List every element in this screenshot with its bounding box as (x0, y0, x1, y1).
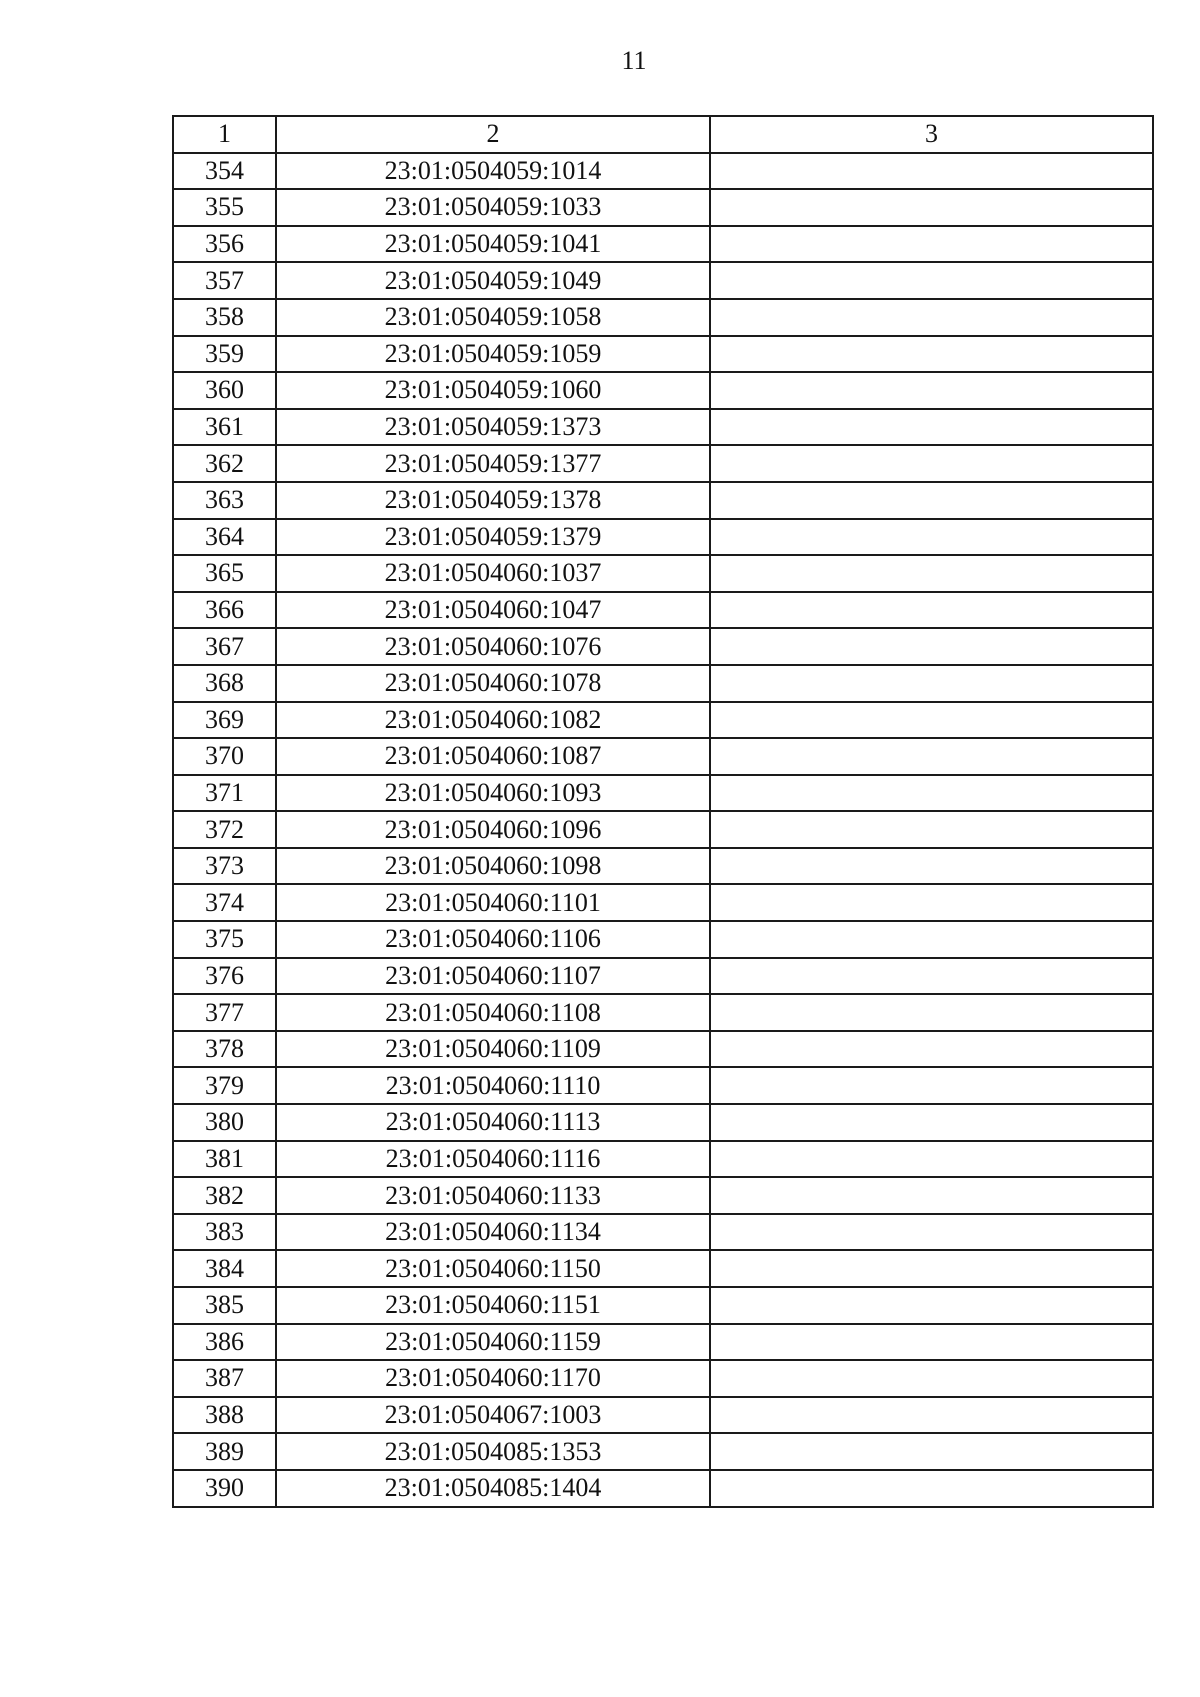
note-cell (710, 409, 1153, 446)
cadastral-number-cell: 23:01:0504060:1110 (276, 1067, 710, 1104)
row-number-cell: 360 (173, 372, 276, 409)
cadastral-number-cell: 23:01:0504059:1033 (276, 189, 710, 226)
table-row (173, 1324, 1153, 1361)
note-cell (710, 848, 1153, 885)
note-cell (710, 519, 1153, 556)
cadastral-number-cell: 23:01:0504060:1087 (276, 738, 710, 775)
row-number-cell: 363 (173, 482, 276, 519)
cadastral-table (172, 115, 1154, 1508)
cadastral-number-cell: 23:01:0504060:1078 (276, 665, 710, 702)
table-row (173, 153, 1153, 190)
table-row (173, 1067, 1153, 1104)
note-cell (710, 1397, 1153, 1434)
note-cell (710, 665, 1153, 702)
table-row (173, 921, 1153, 958)
note-cell (710, 1470, 1153, 1507)
note-cell (710, 299, 1153, 336)
row-number-cell: 384 (173, 1250, 276, 1287)
note-cell (710, 555, 1153, 592)
cadastral-number-cell: 23:01:0504060:1093 (276, 775, 710, 812)
note-cell (710, 1141, 1153, 1178)
row-number-cell: 365 (173, 555, 276, 592)
note-cell (710, 153, 1153, 190)
note-cell (710, 628, 1153, 665)
table-row (173, 1360, 1153, 1397)
cadastral-number-cell: 23:01:0504060:1076 (276, 628, 710, 665)
row-number-cell: 361 (173, 409, 276, 446)
table-row (173, 1397, 1153, 1434)
cadastral-number-cell: 23:01:0504060:1047 (276, 592, 710, 629)
column-header-3: 3 (710, 116, 1153, 153)
cadastral-number-cell: 23:01:0504060:1098 (276, 848, 710, 885)
column-header-1: 1 (173, 116, 276, 153)
cadastral-number-cell: 23:01:0504059:1378 (276, 482, 710, 519)
cadastral-number-cell: 23:01:0504059:1059 (276, 336, 710, 373)
table-row (173, 445, 1153, 482)
note-cell (710, 884, 1153, 921)
note-cell (710, 445, 1153, 482)
row-number-cell: 385 (173, 1287, 276, 1324)
cadastral-number-cell: 23:01:0504060:1107 (276, 958, 710, 995)
cadastral-number-cell: 23:01:0504059:1058 (276, 299, 710, 336)
cadastral-number-cell: 23:01:0504085:1404 (276, 1470, 710, 1507)
table-row (173, 1470, 1153, 1507)
row-number-cell: 372 (173, 811, 276, 848)
note-cell (710, 811, 1153, 848)
cadastral-number-cell: 23:01:0504060:1159 (276, 1324, 710, 1361)
row-number-cell: 359 (173, 336, 276, 373)
table-row (173, 336, 1153, 373)
cadastral-number-cell: 23:01:0504085:1353 (276, 1433, 710, 1470)
row-number-cell: 368 (173, 665, 276, 702)
note-cell (710, 1360, 1153, 1397)
row-number-cell: 389 (173, 1433, 276, 1470)
table-row (173, 226, 1153, 263)
row-number-cell: 380 (173, 1104, 276, 1141)
row-number-cell: 381 (173, 1141, 276, 1178)
table-row (173, 482, 1153, 519)
row-number-cell: 375 (173, 921, 276, 958)
cadastral-number-cell: 23:01:0504060:1101 (276, 884, 710, 921)
row-number-cell: 378 (173, 1031, 276, 1068)
table-row (173, 519, 1153, 556)
row-number-cell: 388 (173, 1397, 276, 1434)
table-row (173, 1104, 1153, 1141)
cadastral-number-cell: 23:01:0504060:1170 (276, 1360, 710, 1397)
note-cell (710, 1250, 1153, 1287)
note-cell (710, 738, 1153, 775)
table-row (173, 1214, 1153, 1251)
table-row (173, 1031, 1153, 1068)
table-row (173, 738, 1153, 775)
table-header (173, 116, 1153, 153)
row-number-cell: 358 (173, 299, 276, 336)
note-cell (710, 336, 1153, 373)
table-row (173, 189, 1153, 226)
row-number-cell: 354 (173, 153, 276, 190)
note-cell (710, 958, 1153, 995)
note-cell (710, 482, 1153, 519)
cadastral-number-cell: 23:01:0504060:1106 (276, 921, 710, 958)
row-number-cell: 355 (173, 189, 276, 226)
note-cell (710, 1324, 1153, 1361)
table-row (173, 848, 1153, 885)
note-cell (710, 1067, 1153, 1104)
row-number-cell: 383 (173, 1214, 276, 1251)
cadastral-number-cell: 23:01:0504060:1116 (276, 1141, 710, 1178)
table-row (173, 592, 1153, 629)
table-body (173, 153, 1153, 1507)
row-number-cell: 357 (173, 262, 276, 299)
table-row (173, 775, 1153, 812)
row-number-cell: 376 (173, 958, 276, 995)
cadastral-number-cell: 23:01:0504059:1014 (276, 153, 710, 190)
row-number-cell: 373 (173, 848, 276, 885)
table-row (173, 409, 1153, 446)
table-row (173, 628, 1153, 665)
note-cell (710, 189, 1153, 226)
page-number: 11 (621, 46, 647, 75)
cadastral-number-cell: 23:01:0504060:1113 (276, 1104, 710, 1141)
table-row (173, 1177, 1153, 1214)
row-number-cell: 382 (173, 1177, 276, 1214)
table-row (173, 884, 1153, 921)
note-cell (710, 1104, 1153, 1141)
table-row (173, 262, 1153, 299)
cadastral-number-cell: 23:01:0504059:1379 (276, 519, 710, 556)
note-cell (710, 1433, 1153, 1470)
cadastral-number-cell: 23:01:0504060:1151 (276, 1287, 710, 1324)
note-cell (710, 994, 1153, 1031)
table-row (173, 958, 1153, 995)
row-number-cell: 364 (173, 519, 276, 556)
cadastral-number-cell: 23:01:0504060:1082 (276, 702, 710, 739)
row-number-cell: 387 (173, 1360, 276, 1397)
note-cell (710, 372, 1153, 409)
table-row (173, 1141, 1153, 1178)
cadastral-number-cell: 23:01:0504060:1150 (276, 1250, 710, 1287)
note-cell (710, 226, 1153, 263)
cadastral-number-cell: 23:01:0504060:1109 (276, 1031, 710, 1068)
column-header-2: 2 (276, 116, 710, 153)
row-number-cell: 374 (173, 884, 276, 921)
cadastral-number-cell: 23:01:0504059:1060 (276, 372, 710, 409)
header-row (173, 116, 1153, 153)
table-row (173, 372, 1153, 409)
table-row (173, 994, 1153, 1031)
note-cell (710, 592, 1153, 629)
note-cell (710, 1031, 1153, 1068)
note-cell (710, 921, 1153, 958)
row-number-cell: 356 (173, 226, 276, 263)
note-cell (710, 1287, 1153, 1324)
row-number-cell: 386 (173, 1324, 276, 1361)
cadastral-number-cell: 23:01:0504060:1037 (276, 555, 710, 592)
row-number-cell: 366 (173, 592, 276, 629)
cadastral-number-cell: 23:01:0504060:1108 (276, 994, 710, 1031)
cadastral-number-cell: 23:01:0504060:1133 (276, 1177, 710, 1214)
table-row (173, 702, 1153, 739)
row-number-cell: 377 (173, 994, 276, 1031)
note-cell (710, 775, 1153, 812)
table-row (173, 1287, 1153, 1324)
row-number-cell: 390 (173, 1470, 276, 1507)
cadastral-number-cell: 23:01:0504067:1003 (276, 1397, 710, 1434)
cadastral-number-cell: 23:01:0504060:1134 (276, 1214, 710, 1251)
note-cell (710, 262, 1153, 299)
cadastral-number-cell: 23:01:0504059:1041 (276, 226, 710, 263)
cadastral-number-cell: 23:01:0504059:1377 (276, 445, 710, 482)
row-number-cell: 370 (173, 738, 276, 775)
table-row (173, 555, 1153, 592)
row-number-cell: 362 (173, 445, 276, 482)
note-cell (710, 702, 1153, 739)
table-row (173, 811, 1153, 848)
cadastral-number-cell: 23:01:0504059:1373 (276, 409, 710, 446)
cadastral-number-cell: 23:01:0504060:1096 (276, 811, 710, 848)
table-row (173, 665, 1153, 702)
row-number-cell: 371 (173, 775, 276, 812)
cadastral-number-cell: 23:01:0504059:1049 (276, 262, 710, 299)
table-row (173, 1433, 1153, 1470)
table-row (173, 1250, 1153, 1287)
note-cell (710, 1177, 1153, 1214)
row-number-cell: 367 (173, 628, 276, 665)
row-number-cell: 379 (173, 1067, 276, 1104)
table-row (173, 299, 1153, 336)
note-cell (710, 1214, 1153, 1251)
row-number-cell: 369 (173, 702, 276, 739)
